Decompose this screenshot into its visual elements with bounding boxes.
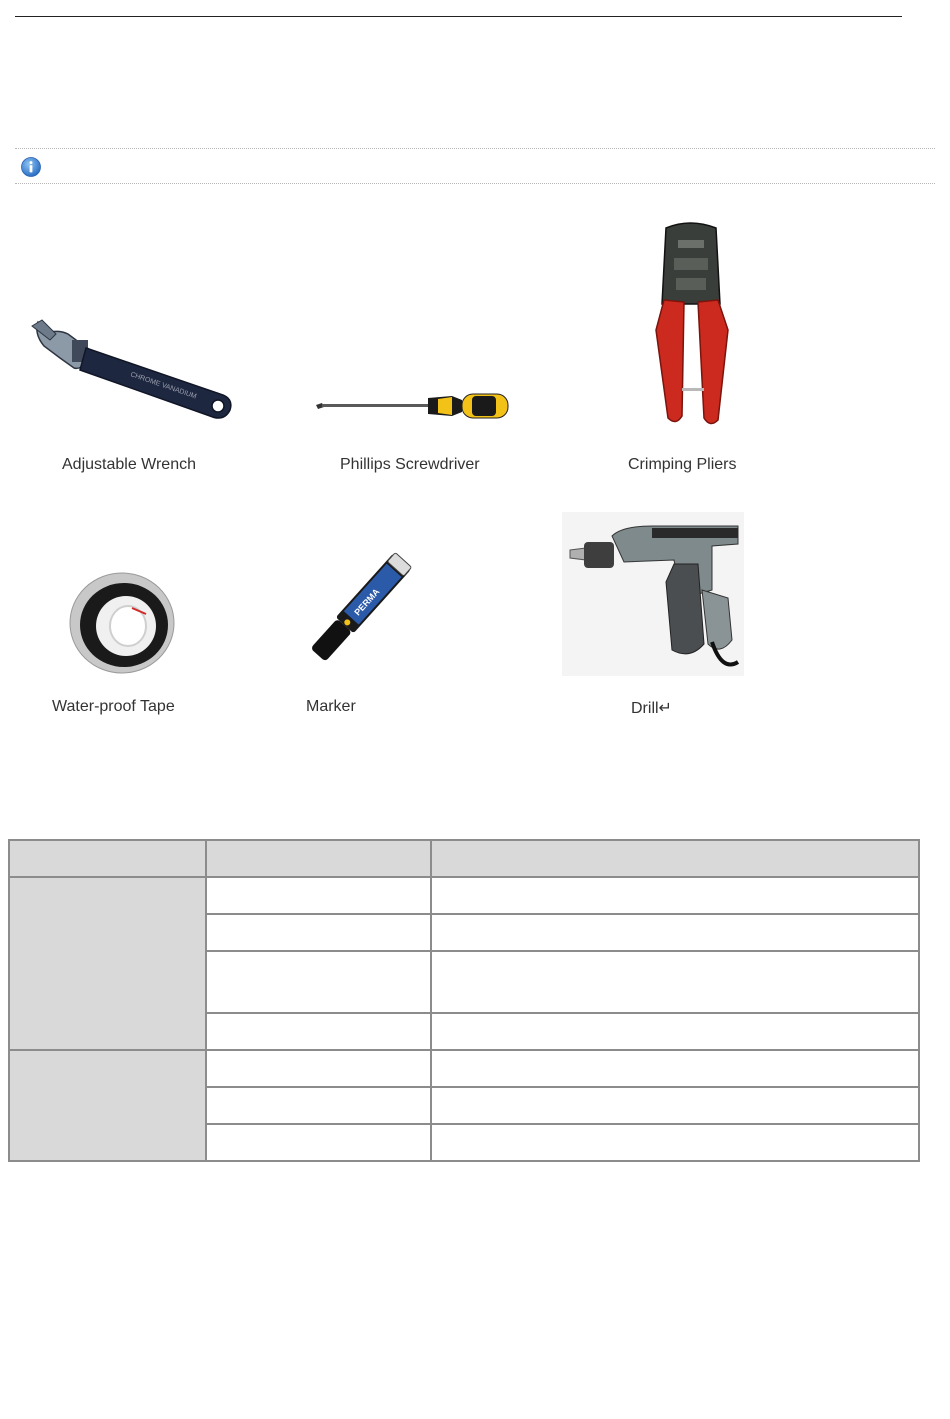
table-cell (206, 1050, 431, 1087)
table-cell (431, 1124, 919, 1161)
spec-table (8, 839, 920, 1162)
info-icon (21, 157, 41, 177)
table-row (9, 877, 919, 914)
header-rule (15, 16, 902, 17)
table-header-row (9, 840, 919, 877)
tool-label-marker: Marker (306, 698, 356, 715)
table-cell (206, 1013, 431, 1050)
tool-label-tape: Water-proof Tape (52, 698, 175, 715)
screwdriver-icon (312, 390, 512, 426)
tool-label-screwdriver: Phillips Screwdriver (340, 456, 480, 473)
table-group-cell (9, 877, 206, 1050)
table-header-cell (431, 840, 919, 877)
table-cell (431, 914, 919, 951)
table-row (9, 1050, 919, 1087)
tape-icon (66, 568, 178, 678)
tool-label-pliers: Crimping Pliers (628, 456, 737, 473)
table-cell (206, 914, 431, 951)
crimping-pliers-icon (646, 220, 736, 430)
table-cell (431, 951, 919, 1013)
table-cell (206, 1087, 431, 1124)
drill-icon (562, 512, 744, 676)
tool-label-wrench: Adjustable Wrench (62, 456, 196, 473)
table-header-cell (206, 840, 431, 877)
marker-icon (292, 540, 432, 672)
adjustable-wrench-icon (30, 312, 240, 424)
table-cell (206, 877, 431, 914)
table-cell (431, 877, 919, 914)
table-cell (206, 951, 431, 1013)
note-box (15, 148, 935, 184)
table-cell (431, 1013, 919, 1050)
svg-text:PERMA: PERMA (352, 586, 382, 618)
table-cell (431, 1050, 919, 1087)
table-cell (206, 1124, 431, 1161)
tool-label-drill: Drill↵ (631, 700, 672, 717)
table-header-cell (9, 840, 206, 877)
table-group-cell (9, 1050, 206, 1161)
svg-text:CHROME VANADIUM: CHROME VANADIUM (129, 371, 198, 401)
table-cell (431, 1087, 919, 1124)
